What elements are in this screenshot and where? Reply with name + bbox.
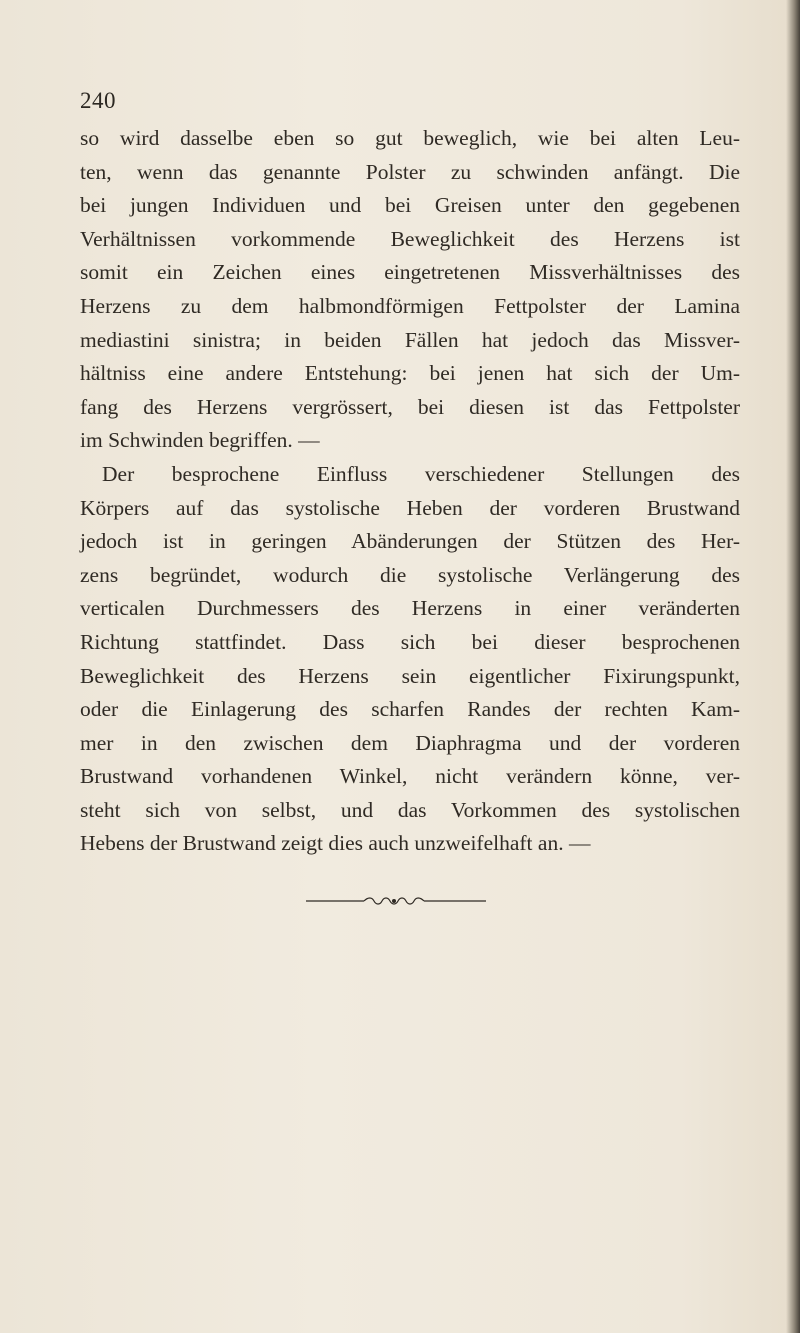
text-line: zens begründet, wodurch die systolische Verlängerung des bbox=[80, 562, 740, 587]
text-line: so wird dasselbe eben so gut beweglich, wie bei alten Leu- bbox=[80, 126, 740, 150]
text-line: mer in den zwischen dem Diaphragma und der vorderen bbox=[80, 730, 740, 755]
text-line: somit ein Zeichen eines eingetretenen Missverhältnisses des bbox=[80, 260, 740, 285]
body-text bbox=[80, 122, 740, 861]
text-line: Brustwand vorhandenen Winkel, nicht verändern könne, ver- bbox=[80, 764, 740, 789]
text-line: verticalen Durchmessers des Herzens in einer veränderten bbox=[80, 596, 740, 621]
text-line: ten, wenn das genannte Polster zu schwinden anfängt. Die bbox=[80, 159, 740, 184]
text-line: Der besprochene Einfluss verschiedener Stellungen des bbox=[102, 461, 740, 486]
text-line: im Schwinden begriffen. — bbox=[80, 428, 320, 453]
text-line: bei jungen Individuen und bei Greisen unter den gegebenen bbox=[80, 193, 740, 218]
text-line: fang des Herzens vergrössert, bei diesen ist das Fettpolster bbox=[80, 394, 740, 419]
page-number: 240 bbox=[80, 88, 116, 113]
text-line: Beweglichkeit des Herzens sein eigentlicher Fixirungspunkt, bbox=[80, 663, 740, 688]
text-line: Körpers auf das systolische Heben der vorderen Brustwand bbox=[80, 495, 740, 520]
text-line: Richtung stattfindet. Dass sich bei dieser besprochenen bbox=[80, 629, 740, 654]
page-edge-shadow bbox=[786, 0, 800, 1333]
text-line: hältniss eine andere Entstehung: bei jenen hat sich der Um- bbox=[80, 361, 740, 386]
text-line: Herzens zu dem halbmondförmigen Fettpolster der Lamina bbox=[80, 293, 740, 318]
text-line: Verhältnissen vorkommende Beweglichkeit des Herzens ist bbox=[80, 226, 740, 251]
text-line: jedoch ist in geringen Abänderungen der Stützen des Her- bbox=[80, 529, 740, 554]
text-line: oder die Einlagerung des scharfen Randes der rechten Kam- bbox=[80, 697, 740, 722]
text-line: steht sich von selbst, und das Vorkommen des systolischen bbox=[80, 797, 740, 822]
text-line: Hebens der Brustwand zeigt dies auch unzweifelhaft an. — bbox=[80, 831, 591, 856]
decorative-rule-icon bbox=[306, 895, 486, 907]
text-line: mediastini sinistra; in beiden Fällen hat jedoch das Missver- bbox=[80, 327, 740, 352]
